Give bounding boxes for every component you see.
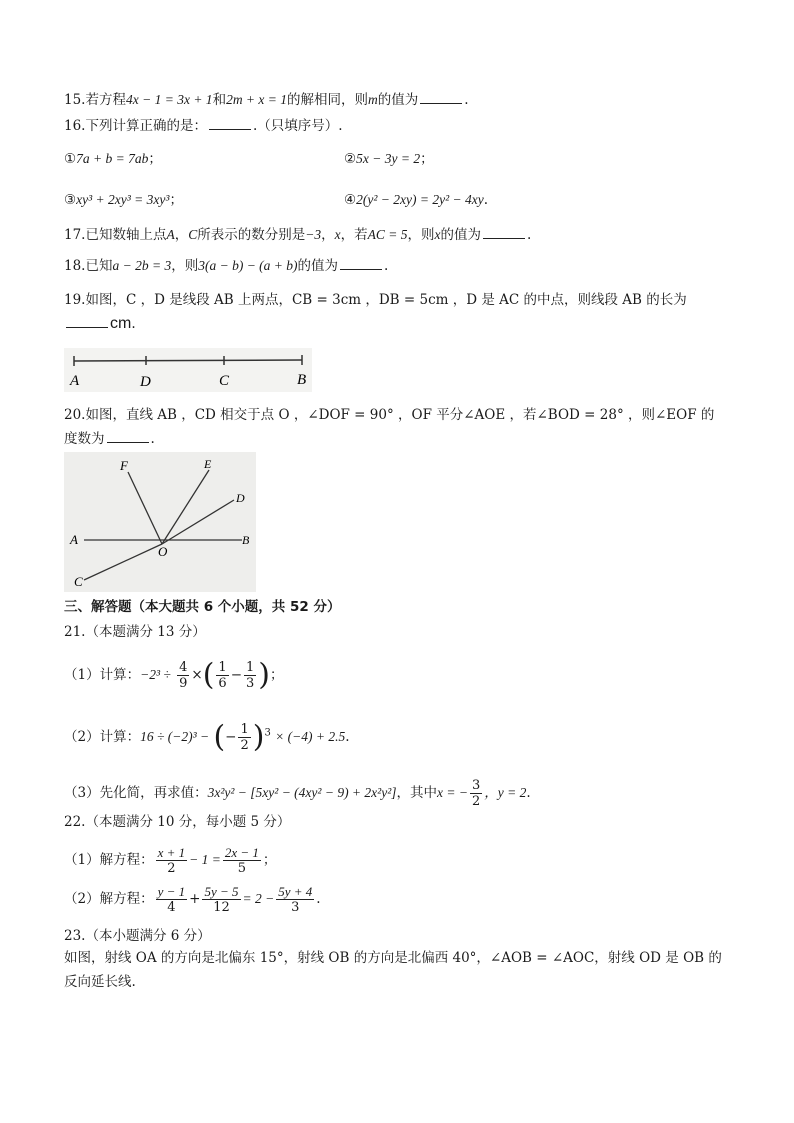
- q21-part-2: （2）计算：16 ÷ (−2)³ − (− $\frac{1}{2}$ )$^3$ × (−4) + 2.5.: [64, 719, 350, 755]
- fraction: $\frac{1}{3}$: [246, 660, 255, 691]
- q21-part-1: （1）计算：−2³ ÷ $\frac{4}{9}$ ×( $\frac{1}{6}$ − $\frac{1}{3}$ )；: [64, 657, 284, 693]
- fraction: $\frac{x + 1}{2}$: [157, 845, 186, 876]
- section-heading: 三、解答题（本大题共 6 个小题，共 52 分）: [64, 599, 341, 615]
- label-d: D: [140, 374, 151, 390]
- question-23-line1: 如图，射线 OA 的方向是北偏东 15°，射线 OB 的方向是北偏西 40°，∠AOB = ∠AOC，射线 OD 是 OB 的: [64, 950, 722, 966]
- figure-background: [64, 348, 312, 392]
- question-17: 17.已知数轴上点A，C所表示的数分别是−3，x，若AC = 5，则x的值为 .: [64, 227, 532, 243]
- question-19-answer: cm.: [64, 314, 136, 334]
- label-c: C: [219, 373, 230, 389]
- answer-blank[interactable]: [420, 91, 462, 104]
- answer-blank[interactable]: [340, 257, 382, 270]
- answer-blank[interactable]: [483, 226, 525, 239]
- question-20: 20.如图，直线 AB ，CD 相交于点 O ，∠DOF = 90° ，OF 平分∠AOE ，若∠BOD = 28° ，则∠EOF 的: [64, 407, 715, 423]
- label-c: C: [74, 574, 83, 589]
- label-d: D: [236, 491, 245, 505]
- q21-part-3: （3）先化简，再求值：3x²y² − [5xy² − (4xy² − 9) + 2x²y²]，其中x = − $\frac{3}{2}$ ，y = 2.: [64, 778, 531, 809]
- label-o: O: [158, 544, 168, 559]
- label-e: E: [204, 457, 212, 471]
- question-15: 15.若方程4x − 1 = 3x + 1和2m + x = 1的解相同，则m的值为 .: [64, 92, 469, 108]
- answer-blank[interactable]: [66, 315, 108, 328]
- question-21-heading: 21.（本题满分 13 分）: [64, 624, 206, 640]
- question-23-heading: 23.（本小题满分 6 分）: [64, 928, 211, 944]
- q16-option-1: ①7a + b = 7ab；: [64, 151, 162, 167]
- question-19: 19.如图，C ，D 是线段 AB 上两点，CB = 3cm ，DB = 5cm ，D 是 AC 的中点，则线段 AB 的长为: [64, 292, 687, 308]
- figure-background: [64, 452, 256, 592]
- label-b: B: [297, 372, 307, 388]
- question-16: 16.下列计算正确的是： .（只填序号）.: [64, 118, 343, 134]
- q16-option-2: ②5x − 3y = 2；: [344, 151, 434, 167]
- fraction: $\frac{y - 1}{4}$: [157, 884, 186, 915]
- label-a: A: [70, 532, 78, 547]
- segment-ab-line: [74, 360, 302, 361]
- question-20-line2: 度数为 .: [64, 431, 155, 447]
- fraction: $\frac{5y + 4}{3}$: [278, 884, 313, 915]
- label-f: F: [120, 458, 128, 473]
- fraction: $\frac{1}{6}$: [218, 660, 227, 691]
- label-a: A: [70, 373, 80, 389]
- question-22-heading: 22.（本题满分 10 分，每小题 5 分）: [64, 814, 291, 830]
- question-18: 18.已知a − 2b = 3，则3(a − b) − (a + b)的值为 .: [64, 258, 389, 274]
- question-23-line2: 反向延长线.: [64, 974, 136, 990]
- label-b: B: [242, 533, 250, 547]
- fraction: $\frac{1}{2}$: [240, 722, 249, 753]
- q16-option-4: ④2(y² − 2xy) = 2y² − 4xy.: [344, 192, 489, 208]
- q22-part-1: （1）解方程： $\frac{x + 1}{2}$ − 1 = $\frac{2x - 1}{5}$ ；: [64, 845, 277, 876]
- q16-option-3: ③xy³ + 2xy³ = 3xy³；: [64, 192, 183, 208]
- fraction: $\frac{2x - 1}{5}$: [224, 845, 259, 876]
- fraction: $\frac{4}{9}$: [179, 660, 188, 691]
- q22-part-2: （2）解方程： $\frac{y - 1}{4}$ + $\frac{5y - 5}{12}$ = 2 − $\frac{5y + 4}{3}$ .: [64, 884, 321, 915]
- answer-blank[interactable]: [107, 430, 149, 443]
- fraction: $\frac{5y - 5}{12}$: [204, 884, 239, 915]
- answer-blank[interactable]: [209, 117, 251, 130]
- segment-figure: [64, 348, 312, 392]
- fraction: $\frac{3}{2}$: [471, 778, 481, 809]
- angle-figure: [64, 452, 256, 592]
